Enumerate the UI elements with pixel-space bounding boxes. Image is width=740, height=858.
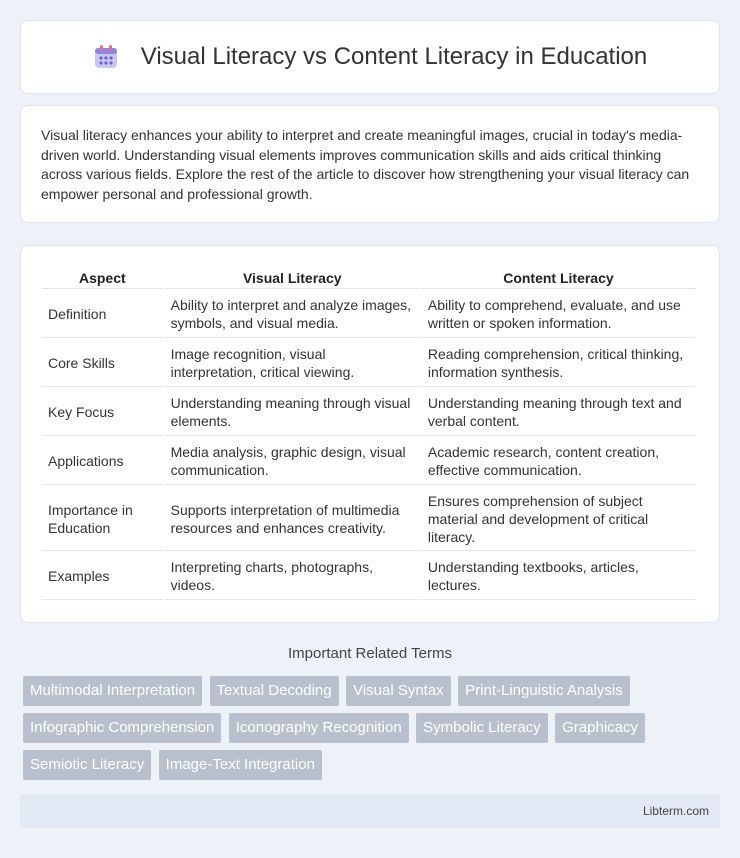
row-aspect: Core Skills — [42, 340, 163, 387]
row-visual: Interpreting charts, photographs, videos. — [165, 553, 420, 600]
row-visual: Understanding meaning through visual elements. — [165, 389, 420, 436]
related-term-tag[interactable]: Multimodal Interpretation — [23, 676, 202, 706]
row-aspect: Examples — [42, 553, 163, 600]
intro-text: Visual literacy enhances your ability to interpret and create meaningful images, crucial in today's media-driven world. Understanding visual elements improves communication skills and aids critical thinking across various fields. Explore the rest of the article to discover how strengthening your visual literacy can empower personal and professional growth. — [41, 127, 690, 202]
row-content: Ensures comprehension of subject material and development of critical literacy. — [422, 487, 695, 551]
table-row — [42, 340, 695, 387]
related-term-tag[interactable]: Graphicacy — [555, 713, 645, 743]
row-content: Reading comprehension, critical thinking, information synthesis. — [422, 340, 695, 387]
header-content-literacy: Content Literacy — [422, 266, 695, 289]
header-aspect: Aspect — [42, 266, 163, 289]
related-term-tag[interactable]: Symbolic Literacy — [416, 713, 548, 743]
table-row — [42, 291, 695, 338]
table-row — [42, 553, 695, 600]
related-term-tag[interactable]: Visual Syntax — [346, 676, 451, 706]
row-content: Understanding meaning through text and verbal content. — [422, 389, 695, 436]
row-aspect: Key Focus — [42, 389, 163, 436]
comparison-table-card — [20, 245, 720, 623]
row-visual: Ability to interpret and analyze images, symbols, and visual media. — [165, 291, 420, 338]
row-visual: Media analysis, graphic design, visual communication. — [165, 438, 420, 485]
comparison-table — [40, 264, 697, 602]
row-visual: Image recognition, visual interpretation, critical viewing. — [165, 340, 420, 387]
page-title: Visual Literacy vs Content Literacy in Education — [140, 43, 648, 70]
related-term-tag[interactable]: Image-Text Integration — [159, 750, 322, 780]
title-card — [20, 20, 720, 94]
row-visual: Supports interpretation of multimedia resources and enhances creativity. — [165, 487, 420, 551]
row-content: Understanding textbooks, articles, lectures. — [422, 553, 695, 600]
row-content: Ability to comprehend, evaluate, and use written or spoken information. — [422, 291, 695, 338]
table-row — [42, 389, 695, 436]
row-aspect: Definition — [42, 291, 163, 338]
row-content: Academic research, content creation, effective communication. — [422, 438, 695, 485]
header-visual-literacy: Visual Literacy — [165, 266, 420, 289]
related-terms-title: Important Related Terms — [288, 645, 452, 662]
footer-site-link[interactable]: Libterm.com — [642, 804, 709, 818]
row-aspect: Importance in Education — [42, 487, 163, 551]
related-term-tag[interactable]: Textual Decoding — [210, 676, 339, 706]
related-term-tag[interactable]: Semiotic Literacy — [23, 750, 151, 780]
table-row — [42, 438, 695, 485]
table-row — [42, 487, 695, 551]
footer — [20, 794, 720, 828]
related-terms-list — [23, 676, 723, 787]
row-aspect: Applications — [42, 438, 163, 485]
calendar-icon — [93, 44, 119, 70]
intro-card — [20, 105, 720, 223]
table-header-row — [42, 266, 695, 289]
related-term-tag[interactable]: Infographic Comprehension — [23, 713, 221, 743]
related-term-tag[interactable]: Print-Linguistic Analysis — [458, 676, 630, 706]
related-term-tag[interactable]: Iconography Recognition — [229, 713, 409, 743]
